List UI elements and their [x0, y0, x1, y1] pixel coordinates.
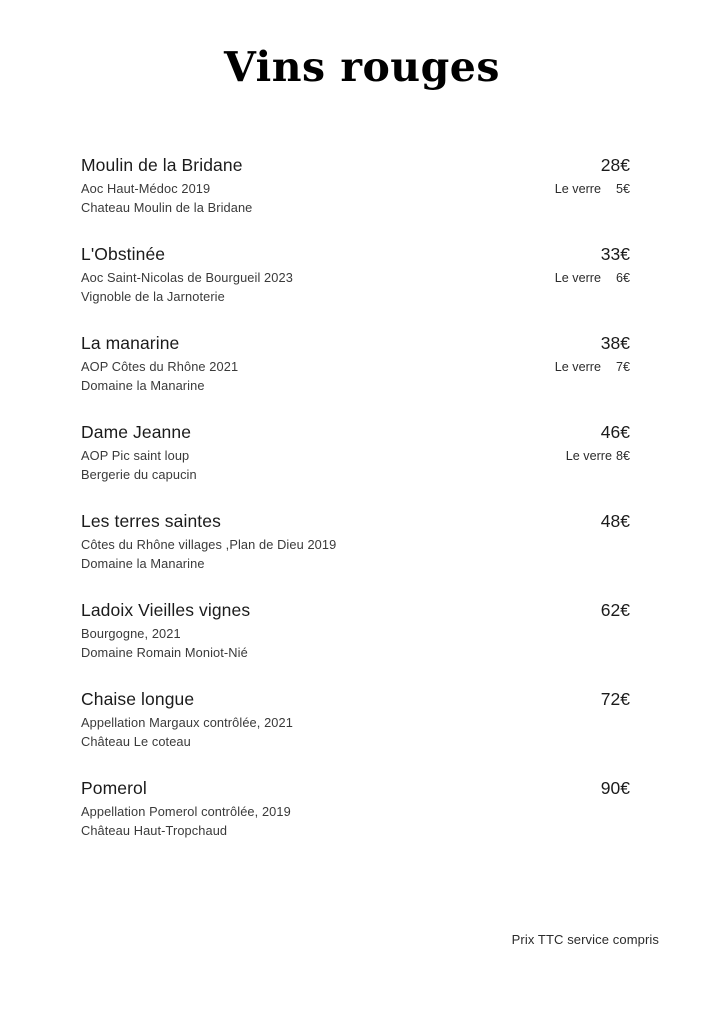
wine-header-row — [81, 333, 630, 355]
wine-bottle-price: 46€ — [600, 422, 630, 442]
wine-detail-row — [81, 625, 630, 663]
wine-header-row — [81, 511, 630, 533]
wine-name: Dame Jeanne — [81, 422, 192, 442]
wine-detail-row — [81, 447, 630, 485]
wine-item — [81, 511, 630, 600]
wine-header-row — [81, 422, 630, 444]
wine-appellation: Côtes du Rhône villages ,Plan de Dieu 2019 — [81, 536, 337, 552]
wine-name: La manarine — [81, 333, 180, 353]
wine-item — [81, 155, 630, 244]
wine-bottle-price: 62€ — [600, 600, 630, 620]
wine-producer: Bergerie du capucin — [81, 467, 197, 483]
wine-glass-price-block — [555, 180, 630, 198]
wine-name: Chaise longue — [81, 689, 195, 709]
wine-detail-row — [81, 714, 630, 752]
wine-appellation: Appellation Pomerol contrôlée, 2019 — [81, 803, 291, 819]
wine-name: Ladoix Vieilles vignes — [81, 600, 251, 620]
wine-header-row — [81, 689, 630, 711]
wine-detail-row — [81, 180, 630, 218]
wine-appellation: AOP Côtes du Rhône 2021 — [81, 358, 239, 374]
wine-appellation: Aoc Saint-Nicolas de Bourgueil 2023 — [81, 269, 293, 285]
wine-bottle-price: 90€ — [600, 778, 630, 798]
wine-name: Les terres saintes — [81, 511, 221, 531]
wine-appellation: Bourgogne, 2021 — [81, 625, 181, 641]
wine-bottle-price: 38€ — [600, 333, 630, 353]
wine-name: Pomerol — [81, 778, 147, 798]
wine-detail-column — [81, 803, 291, 841]
wine-producer: Château Le coteau — [81, 734, 191, 750]
wine-item — [81, 422, 630, 511]
wine-detail-column — [81, 625, 248, 663]
wine-item — [81, 333, 630, 422]
wine-detail-row — [81, 269, 630, 307]
wine-detail-row — [81, 536, 630, 574]
wine-producer: Domaine Romain Moniot-Nié — [81, 645, 248, 661]
wine-bottle-price: 72€ — [600, 689, 630, 709]
wine-detail-column — [81, 447, 197, 485]
glass-price: 7€ — [615, 359, 630, 374]
footer-note: Prix TTC service compris — [511, 932, 659, 947]
wine-detail-row — [81, 358, 630, 396]
wine-item — [81, 244, 630, 333]
wine-producer: Vignoble de la Jarnoterie — [81, 289, 225, 305]
wine-appellation: Appellation Margaux contrôlée, 2021 — [81, 714, 293, 730]
glass-label: Le verre — [554, 359, 601, 374]
wine-detail-column — [81, 714, 293, 752]
wine-list — [81, 155, 630, 867]
wine-detail-column — [81, 536, 336, 574]
wine-bottle-price: 28€ — [600, 155, 630, 175]
wine-producer: Domaine la Manarine — [81, 556, 205, 572]
wine-item — [81, 689, 630, 778]
page-title: Vins rouges — [224, 43, 500, 91]
wine-glass-price-block — [555, 358, 630, 376]
wine-bottle-price: 48€ — [600, 511, 630, 531]
wine-header-row — [81, 778, 630, 800]
wine-header-row — [81, 600, 630, 622]
wine-bottle-price: 33€ — [600, 244, 630, 264]
wine-name: L'Obstinée — [81, 244, 166, 264]
wine-appellation: Aoc Haut-Médoc 2019 — [81, 180, 211, 196]
wine-detail-column — [81, 269, 293, 307]
wine-producer: Chateau Moulin de la Bridane — [81, 200, 253, 216]
wine-appellation: AOP Pic saint loup — [81, 447, 190, 463]
glass-label: Le verre — [554, 181, 601, 196]
wine-glass-price-block — [566, 447, 630, 465]
wine-item — [81, 778, 630, 867]
wine-detail-column — [81, 358, 238, 396]
wine-name: Moulin de la Bridane — [81, 155, 243, 175]
wine-producer: Domaine la Manarine — [81, 378, 205, 394]
wine-item — [81, 600, 630, 689]
wine-glass-price-block — [555, 269, 630, 287]
wine-header-row — [81, 244, 630, 266]
glass-label: Le verre — [565, 448, 612, 463]
glass-label: Le verre — [554, 270, 601, 285]
glass-price: 5€ — [615, 181, 630, 196]
glass-price: 8€ — [615, 448, 630, 463]
wine-header-row — [81, 155, 630, 177]
wine-detail-row — [81, 803, 630, 841]
wine-producer: Château Haut-Tropchaud — [81, 823, 228, 839]
glass-price: 6€ — [615, 270, 630, 285]
wine-detail-column — [81, 180, 252, 218]
